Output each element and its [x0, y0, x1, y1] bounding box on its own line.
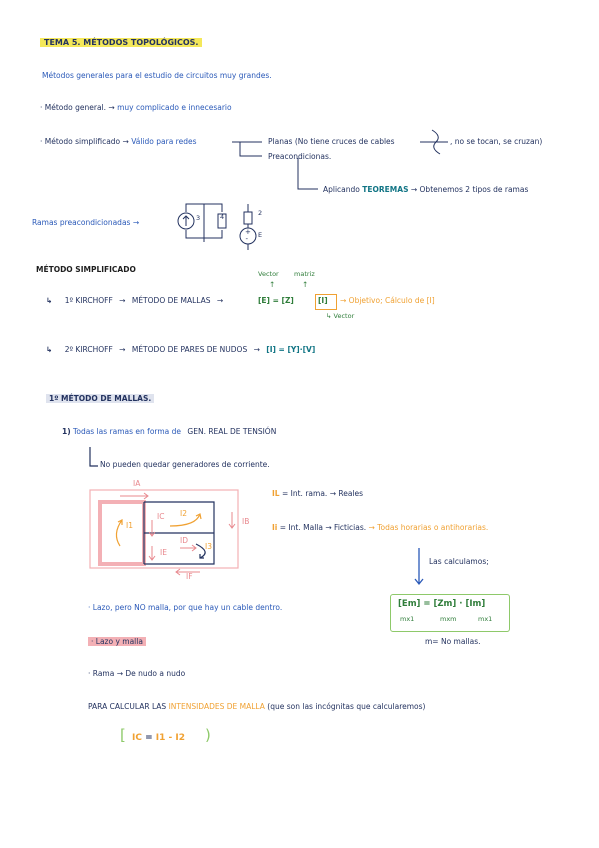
label-i1: I1	[126, 521, 133, 530]
intro-text: Métodos generales para el estudio de circuitos muy grandes.	[42, 71, 272, 80]
def-fict-eq: =	[279, 523, 287, 532]
title-highlight: TEMA 5. MÉTODOS TOPOLÓGICOS.	[40, 38, 202, 47]
bullet-general-desc: muy complicado e innecesario	[117, 103, 232, 112]
def-fict-note: → Todas horarias o antihorarias.	[368, 523, 489, 532]
dim-rhs: mx1	[478, 615, 493, 623]
matriz-label: matriz	[294, 270, 315, 278]
eq-sign: =	[272, 296, 279, 305]
def-real-eq: =	[281, 489, 289, 498]
corner-arrow-icon: ↳	[326, 312, 332, 320]
lazo-note: · Lazo, pero NO malla, por que hay un cable dentro.	[88, 603, 283, 612]
vector-note-text: Vector	[333, 312, 355, 320]
dim-lhs: mx1	[400, 615, 415, 623]
circuit-small-label-2: 2	[258, 209, 263, 217]
def-fict-text: Int. Malla	[288, 523, 323, 532]
eq-e: [E]	[258, 296, 270, 305]
def-real-text: Int. rama.	[290, 489, 328, 498]
matrix-eq-lhs: [Em]	[398, 599, 421, 609]
section-mallas-text: 1º MÉTODO DE MALLAS.	[46, 394, 154, 403]
matrix-eq-rhs: [Im]	[465, 599, 486, 609]
final-eq-rhs: I1 - I2	[155, 733, 186, 743]
rama-note: · Rama → De nudo a nudo	[88, 669, 186, 678]
eq-i: [I]	[318, 296, 328, 305]
def-real-symbol: IL	[272, 489, 280, 498]
step2-name: 2º KIRCHOFF	[64, 345, 113, 354]
para-prefix: PARA CALCULAR LAS	[88, 702, 167, 711]
circuit-big	[90, 490, 238, 575]
step1-method: MÉTODO DE MALLAS	[131, 296, 211, 305]
arrow-up-icon: ↑	[302, 280, 309, 289]
apply-prefix: Aplicando	[323, 185, 360, 194]
ramas-label: Ramas preacondicionadas →	[32, 218, 140, 227]
final-eq-lhs: IC	[132, 733, 142, 743]
arrow-icon: →	[325, 523, 332, 532]
def-fict-symbol: Ii	[272, 523, 278, 532]
circuit-small-label-4: 4	[220, 213, 225, 221]
vector-label: Vector	[258, 270, 279, 278]
matrix-eq-sign: =	[423, 599, 431, 609]
point1-bold: GEN. REAL DE TENSIÓN	[187, 427, 277, 436]
lazo-malla-text: · Lazo y malla	[88, 637, 146, 646]
m-note: m= No mallas.	[425, 637, 481, 646]
arrow-down-icon	[415, 548, 423, 584]
calc-label: Las calculamos;	[429, 557, 489, 566]
section-simplificado: MÉTODO SIMPLIFICADO	[36, 265, 136, 274]
matrix-eq-mid: [Zm]	[433, 599, 457, 609]
precond-text: Preacondicionas.	[268, 152, 332, 161]
point1-text: Todas las ramas en forma de	[73, 427, 182, 436]
step1-objective: → Objetivo; Cálculo de [I]	[340, 296, 435, 305]
final-eq-sign: =	[145, 733, 153, 743]
arrow-icon: →	[108, 103, 115, 112]
label-ic: IC	[157, 512, 165, 521]
point1-note: No pueden quedar generadores de corriente.	[100, 460, 270, 469]
bullet-simplified-label: · Método simplificado	[40, 137, 121, 146]
bullet-general-label: · Método general.	[40, 103, 107, 112]
planas-text: Planas (No tiene cruces de cables	[268, 137, 395, 146]
def-real-kind: Reales	[338, 489, 364, 498]
def-fict-kind: Ficticias.	[334, 523, 367, 532]
label-i3: I3	[205, 542, 212, 551]
step2-method: MÉTODO DE PARES DE NUDOS	[131, 345, 248, 354]
right-bracket: )	[205, 726, 211, 744]
minus-icon: -	[245, 235, 249, 243]
step1-name: 1º KIRCHOFF	[64, 296, 113, 305]
label-ia: IA	[133, 479, 141, 488]
apply-suffix: → Obtenemos 2 tipos de ramas	[410, 185, 529, 194]
circuit-small-label-3: 3	[196, 214, 201, 222]
label-i2: I2	[180, 509, 187, 518]
label-if: IF	[186, 572, 193, 581]
label-ie: IE	[160, 548, 167, 557]
para-suffix: (que son las incógnitas que calcularemos)	[267, 702, 426, 711]
arrow-icon: →	[216, 296, 224, 305]
arrow-icon: →	[119, 296, 126, 305]
arrow-up-icon: ↑	[269, 280, 276, 289]
step2-equation: [I] = [Y]·[V]	[266, 345, 316, 354]
label-id: ID	[180, 536, 188, 545]
arrow-icon: →	[119, 345, 126, 354]
dim-mid: mxm	[440, 615, 457, 623]
step1-arrow-icon: ↳	[46, 296, 53, 305]
step2-arrow-icon: ↳	[46, 345, 53, 354]
left-bracket: [	[120, 726, 126, 744]
arrow-icon: →	[329, 489, 336, 498]
matrix-eq-dot: ·	[459, 599, 463, 609]
corner-arrow-icon	[90, 447, 98, 466]
circuit-small-2	[240, 204, 256, 250]
branch-lines	[232, 142, 318, 189]
eq-z: [Z]	[281, 296, 294, 305]
point1-number: 1)	[62, 427, 71, 436]
plus-icon: +	[245, 228, 251, 236]
para-highlight: INTENSIDADES DE MALLA	[168, 702, 265, 711]
planas-note: , no se tocan, se cruzan)	[450, 137, 543, 146]
arrow-icon: →	[122, 137, 129, 146]
label-ib: IB	[242, 517, 250, 526]
arrow-icon: →	[253, 345, 260, 354]
circuit-small-1	[178, 204, 226, 242]
apply-theorems: TEOREMAS	[362, 185, 409, 194]
circuit-small-label-e: E	[258, 231, 263, 239]
valid-text: Válido para redes	[131, 137, 197, 146]
crossing-wire-icon	[420, 130, 448, 154]
